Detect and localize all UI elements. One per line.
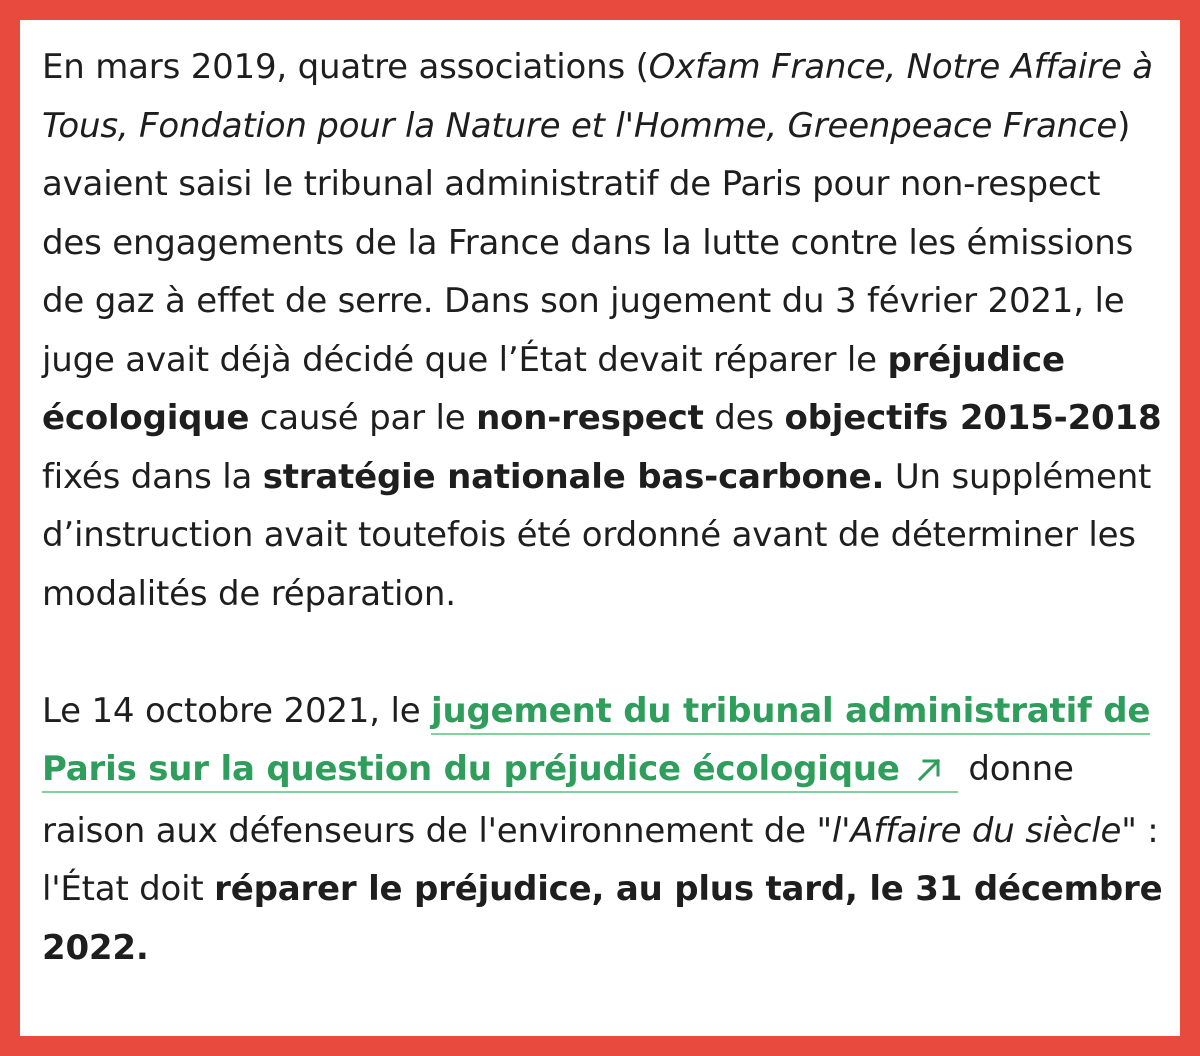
bold-non-respect: non-respect: [476, 398, 704, 438]
judgment-link[interactable]: jugement du tribunal administratif de Paris sur la question du préjudice écologique: [42, 691, 1150, 794]
external-link-arrow-icon[interactable]: [914, 743, 944, 802]
red-frame: [20, 20, 1180, 1036]
bold-prejudice-ecologique: préjudice écologique: [42, 339, 1065, 438]
case-name: l'Affaire du siècle: [831, 810, 1122, 851]
article-text: [42, 38, 1166, 977]
paragraph-background: En mars 2019, quatre associations (Oxfam France, Notre Affaire à Tous, Fondation pour la Nature et l'Homme, Greenpeace France) avaient saisi le tribunal administratif de Paris pour non-respect des engagements de la France dans la lutte contre les émissions de gaz à effet de serre. Dans son jugement du 3 février 2021, le juge avait déjà décidé que l’État devait réparer le préjudice écologique causé par le non-respect des objectifs 2015-2018 fixés dans la stratégie nationale bas-carbone. Un supplément d’instruction avait toutefois été ordonné avant de déterminer les modalités de réparation.: [42, 47, 1162, 614]
paragraph-judgment: Le 14 octobre 2021, le jugement du tribunal administratif de Paris sur la question du préjudice écologique donne raison aux défenseurs de l'environnement de "l'Affaire du siècle" : l'État doit réparer le préjudice, au plus tard, le 31 décembre 2022.: [42, 690, 1163, 968]
bold-objectifs: objectifs 2015-2018: [784, 398, 1162, 438]
associations-list: Oxfam France, Notre Affaire à Tous, Fondation pour la Nature et l'Homme, Greenpeace France: [42, 47, 1153, 146]
bold-strategie: stratégie nationale bas-carbone.: [262, 456, 885, 497]
bold-deadline: réparer le préjudice, au plus tard, le 31 décembre 2022.: [42, 869, 1163, 968]
